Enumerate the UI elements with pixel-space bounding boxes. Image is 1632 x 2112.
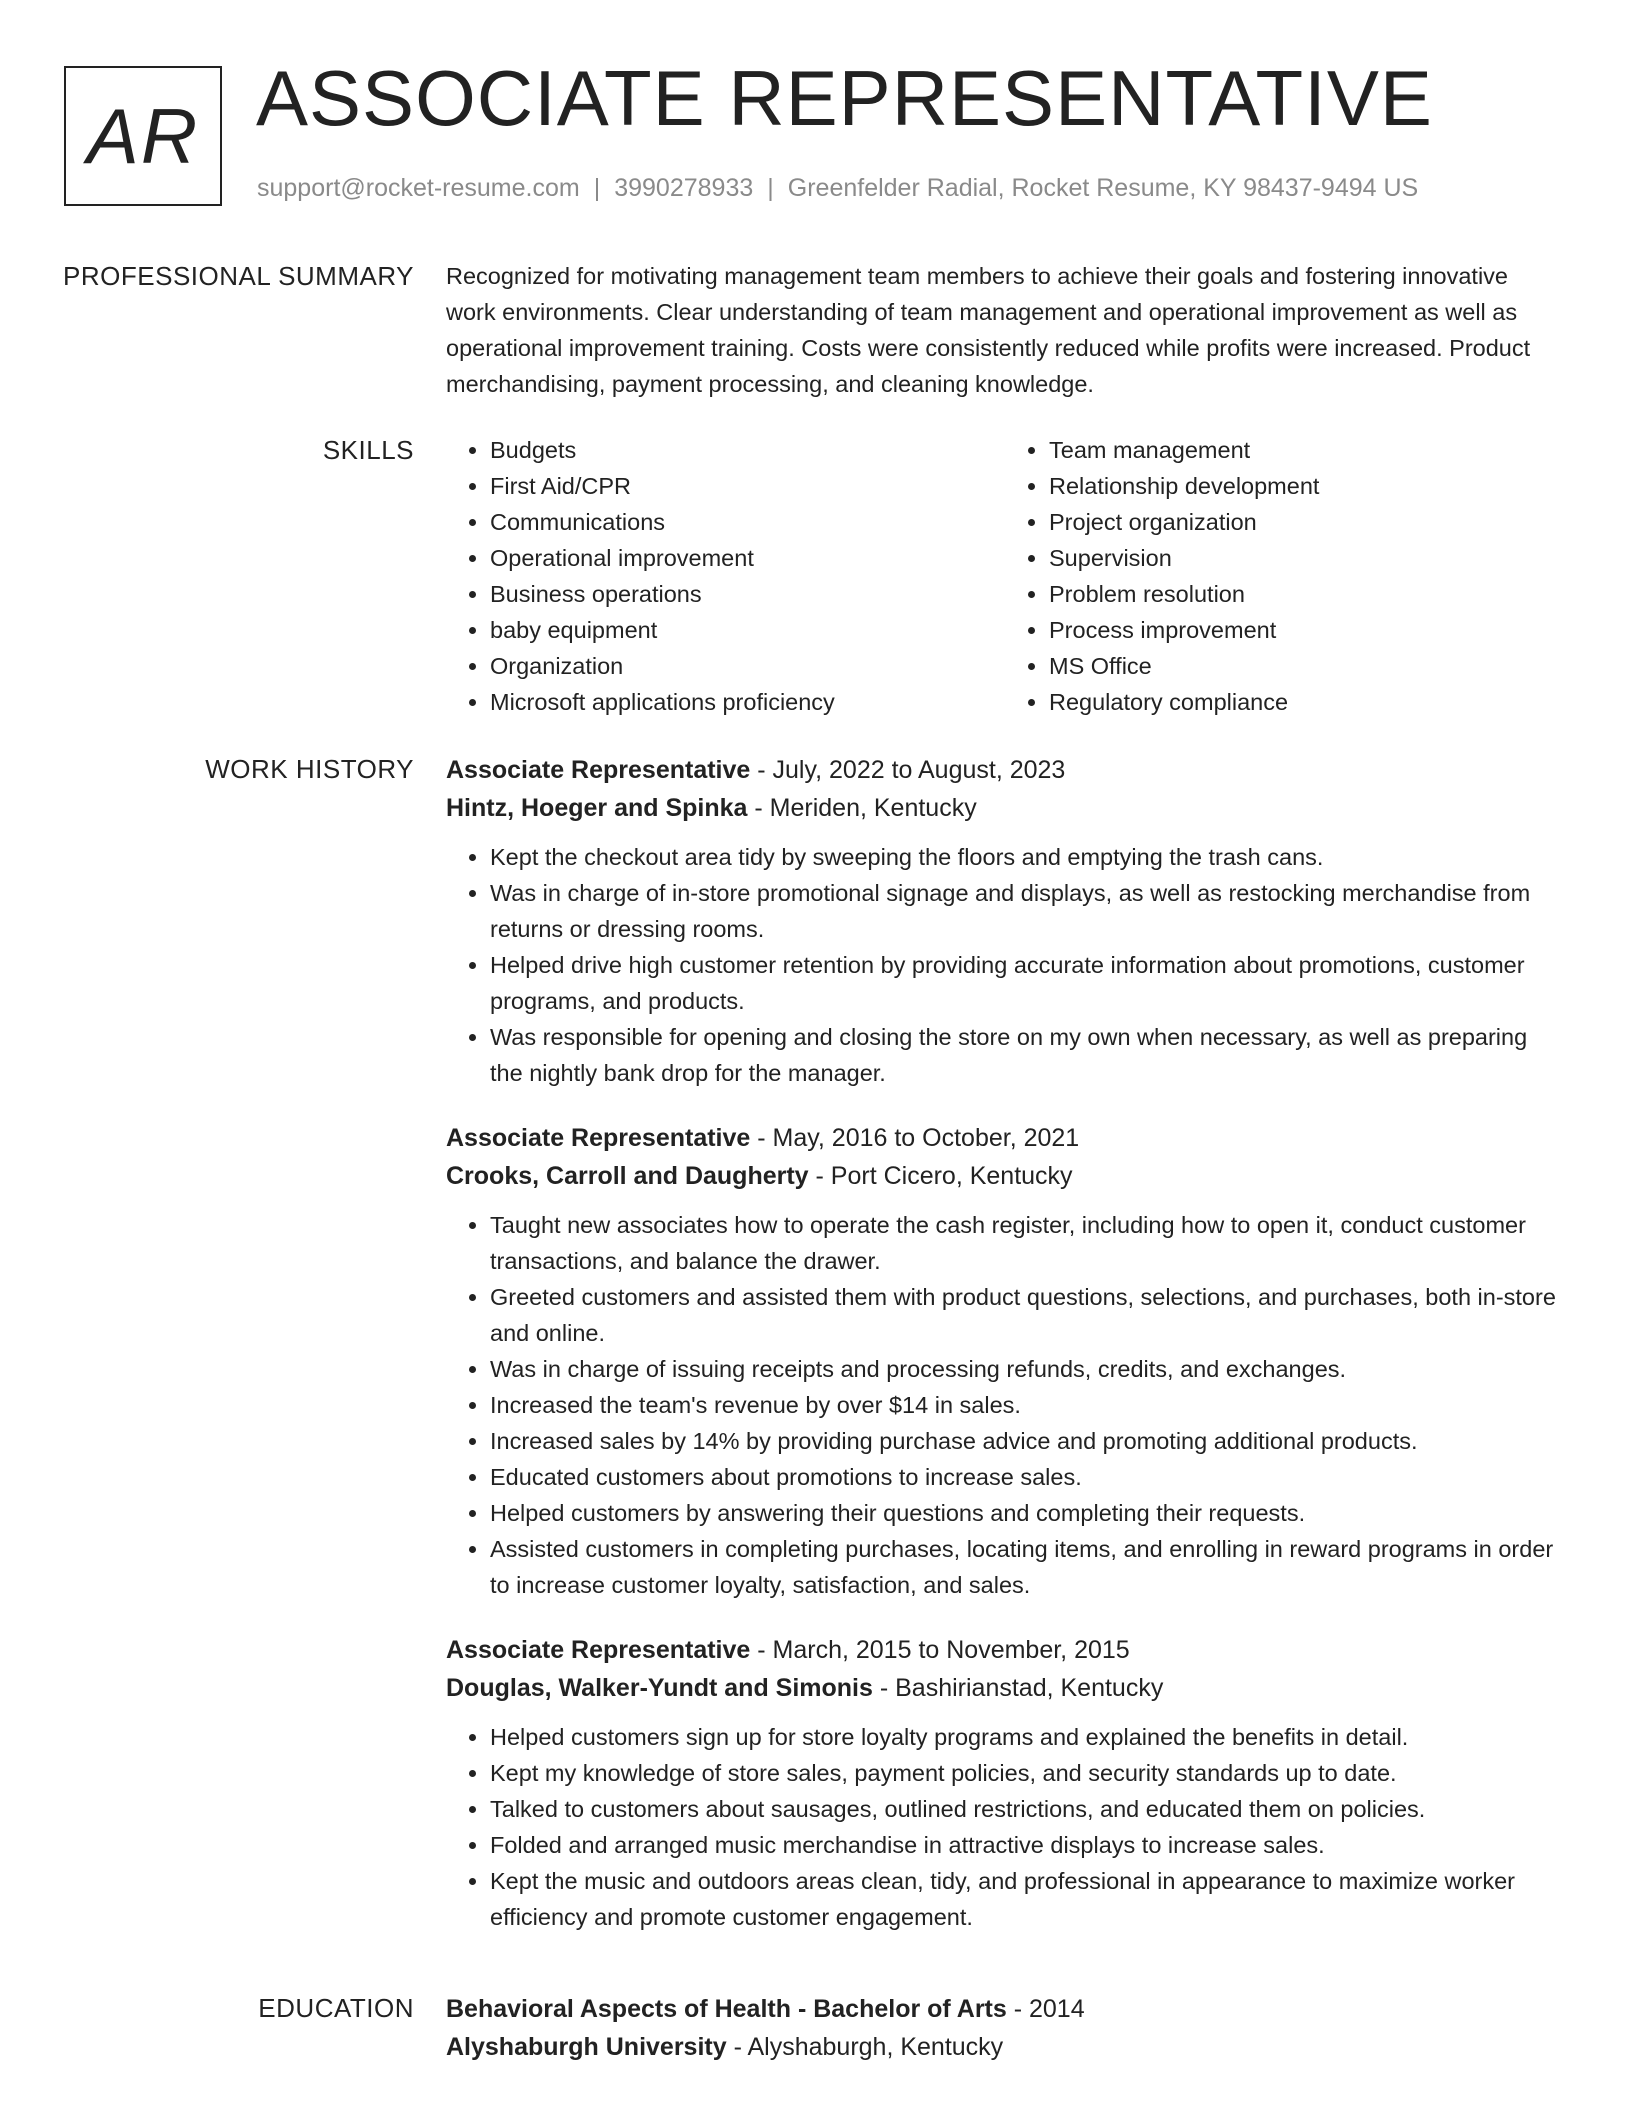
job-company-line — [446, 1669, 1564, 1707]
job-company: Crooks, Carroll and Daugherty — [446, 1162, 809, 1190]
education-location: - Alyshaburgh, Kentucky — [726, 2033, 1004, 2061]
job-bullet: • Assisted customers in completing purchases, locating items, and enrolling in reward programs in order to increase customer loyalty, satisfaction, and sales. — [490, 1531, 1564, 1603]
job-bullet: • Helped drive high customer retention by providing accurate information about promotions, customer programs, and products. — [490, 947, 1564, 1019]
education-year: - 2014 — [1006, 1995, 1085, 2023]
job-title-line — [446, 751, 1564, 789]
job-company-line — [446, 789, 1564, 827]
section-label-education: EDUCATION — [258, 1993, 414, 2023]
skill-item: • Organization — [490, 648, 1005, 684]
job-title: Associate Representative — [446, 756, 751, 784]
skill-item: • MS Office — [1049, 648, 1564, 684]
job-bullet: • Helped customers by answering their questions and completing their requests. — [490, 1495, 1564, 1531]
skill-item: • Communications — [490, 504, 1005, 540]
job-bullets — [446, 839, 1564, 1091]
job-dates: - May, 2016 to October, 2021 — [750, 1124, 1080, 1152]
job-title: Associate Representative — [446, 1124, 751, 1152]
job-bullet: • Folded and arranged music merchandise in attractive displays to increase sales. — [490, 1827, 1564, 1863]
skill-item: • Business operations — [490, 576, 1005, 612]
job-bullet: • Taught new associates how to operate the cash register, including how to open it, conduct customer transactions, and balance the drawer. — [490, 1207, 1564, 1279]
job-location: - Meriden, Kentucky — [747, 794, 977, 822]
summary-section — [0, 258, 1632, 402]
summary-text: Recognized for motivating management team members to achieve their goals and fostering innovative work environments. Clear understanding of team management and operational improvement as well as operational improvement training. Costs were consistently reduced while profits were increased. Product merchandising, payment processing, and cleaning knowledge. — [446, 263, 1531, 397]
job-bullets — [446, 1207, 1564, 1603]
skills-section — [0, 432, 1632, 720]
job-bullet: • Kept the music and outdoors areas clean, tidy, and professional in appearance to maximize worker efficiency and promote customer engagement. — [490, 1863, 1564, 1935]
job-bullet: • Was in charge of in-store promotional signage and displays, as well as restocking merchandise from returns or dressing rooms. — [490, 875, 1564, 947]
job-bullet: • Increased the team's revenue by over $14 in sales. — [490, 1387, 1564, 1423]
education-degree: Behavioral Aspects of Health - Bachelor of Arts — [446, 1995, 1007, 2023]
job-bullet: • Helped customers sign up for store loyalty programs and explained the benefits in detail. — [490, 1719, 1564, 1755]
education-school-line — [446, 2028, 1564, 2066]
job-title: Associate Representative — [446, 1636, 751, 1664]
job-bullet: • Greeted customers and assisted them with product questions, selections, and purchases, both in-store and online. — [490, 1279, 1564, 1351]
job-title-line — [446, 1631, 1564, 1669]
skill-item: • Supervision — [1049, 540, 1564, 576]
job-company: Douglas, Walker-Yundt and Simonis — [446, 1674, 873, 1702]
contact-separator: | — [593, 174, 601, 202]
skills-list-right — [1005, 432, 1564, 720]
job-dates: - March, 2015 to November, 2015 — [750, 1636, 1130, 1664]
section-label-summary: PROFESSIONAL SUMMARY — [63, 261, 414, 291]
job-dates: - July, 2022 to August, 2023 — [750, 756, 1066, 784]
section-label-work-history: WORK HISTORY — [205, 754, 414, 784]
skill-item: • Process improvement — [1049, 612, 1564, 648]
skill-item: • Budgets — [490, 432, 1005, 468]
contact-address: Greenfelder Radial, Rocket Resume, KY 98437-9494 US — [787, 174, 1419, 202]
work-history-section — [0, 751, 1632, 1963]
section-label-skills: SKILLS — [322, 435, 414, 465]
skill-item: • Project organization — [1049, 504, 1564, 540]
job-location: - Port Cicero, Kentucky — [808, 1162, 1073, 1190]
job-bullet: • Was responsible for opening and closing the store on my own when necessary, as well as preparing the nightly bank drop for the manager. — [490, 1019, 1564, 1091]
skill-item: • Relationship development — [1049, 468, 1564, 504]
job-entry — [446, 751, 1564, 1091]
contact-phone: 3990278933 — [614, 174, 754, 202]
skill-item: • Team management — [1049, 432, 1564, 468]
job-bullet: • Increased sales by 14% by providing purchase advice and promoting additional products. — [490, 1423, 1564, 1459]
monogram-box — [64, 66, 222, 206]
skill-item: • Regulatory compliance — [1049, 684, 1564, 720]
skill-item: • Microsoft applications proficiency — [490, 684, 1005, 720]
job-bullet: • Educated customers about promotions to increase sales. — [490, 1459, 1564, 1495]
job-location: - Bashirianstad, Kentucky — [872, 1674, 1164, 1702]
education-section — [0, 1990, 1632, 2066]
job-title-line — [446, 1119, 1564, 1157]
job-company-line — [446, 1157, 1564, 1195]
resume-name: ASSOCIATE REPRESENTATIVE — [256, 54, 1433, 142]
job-bullet: • Talked to customers about sausages, outlined restrictions, and educated them on policies. — [490, 1791, 1564, 1827]
job-company: Hintz, Hoeger and Spinka — [446, 794, 748, 822]
job-bullet: • Kept my knowledge of store sales, payment policies, and security standards up to date. — [490, 1755, 1564, 1791]
contact-email: support@rocket-resume.com — [257, 174, 580, 202]
job-entry — [446, 1631, 1564, 1935]
skill-item: • baby equipment — [490, 612, 1005, 648]
contact-separator: | — [767, 174, 774, 202]
skills-list-left — [446, 432, 1005, 720]
skill-item: • Problem resolution — [1049, 576, 1564, 612]
skill-item: • First Aid/CPR — [490, 468, 1005, 504]
education-degree-line — [446, 1990, 1564, 2028]
job-entry — [446, 1119, 1564, 1603]
job-bullets — [446, 1719, 1564, 1935]
job-bullet: • Was in charge of issuing receipts and processing refunds, credits, and exchanges. — [490, 1351, 1564, 1387]
monogram-initials: AR — [86, 91, 200, 180]
contact-line — [257, 174, 1418, 203]
skill-item: • Operational improvement — [490, 540, 1005, 576]
education-school: Alyshaburgh University — [446, 2033, 727, 2061]
job-bullet: • Kept the checkout area tidy by sweeping the floors and emptying the trash cans. — [490, 839, 1564, 875]
